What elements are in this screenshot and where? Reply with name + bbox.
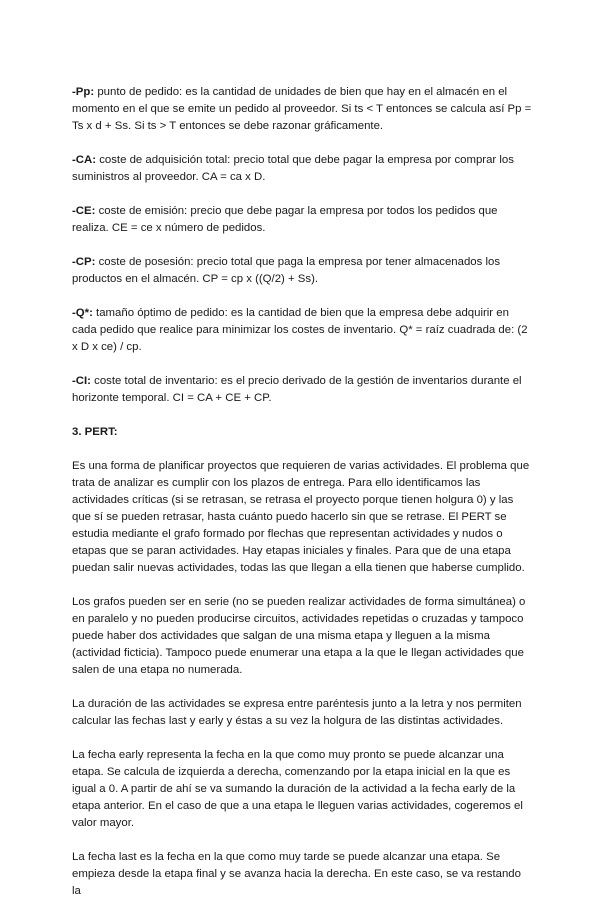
definition-text: tamaño óptimo de pedido: es la cantidad de bien que la empresa debe adquirir en cada pedido que realice para minimizar los costes de inventario. Q* = raíz cuadrada de: (2 x D x ce) / cp. [72,307,528,353]
definition-ci [72,373,532,407]
definition-ce [72,203,532,237]
definition-text: coste de adquisición total: precio total que debe pagar la empresa por comprar los suministros al proveedor. CA = ca x D. [72,154,514,183]
paragraph: Es una forma de planificar proyectos que requieren de varias actividades. El problema que trata de analizar es cumplir con los plazos de entrega. Para ello identificamos las actividades críticas (si se retrasan, se retrasa el proyecto porque tienen holgura 0) y las que sí se pueden retrasar, hasta cuánto puedo hacerlo sin que se retrase. El PERT se estudia mediante el grafo formado por flechas que representan actividades y nudos o etapas que se paran actividades. Hay etapas iniciales y finales. Para que de una etapa puedan salir nuevas actividades, todas las que llegan a ella tienen que haberse cumplido. [72,460,530,574]
definition-text: coste de emisión: precio que debe pagar la empresa por todos los pedidos que realiza. CE = ce x número de pedidos. [72,205,498,234]
text-column [72,84,532,917]
definition-term: -CA: [72,154,97,166]
paragraph: La duración de las actividades se expresa entre paréntesis junto a la letra y nos permiten calcular las fechas last y early y éstas a su vez la holgura de las distintas actividades. [72,698,522,727]
definition-text: punto de pedido: es la cantidad de unidades de bien que hay en el almacén en el momento en el que se emite un pedido al proveedor. Si ts < T entonces se calcula así Pp = Ts x d + Ss. Si ts > T entonces se debe razonar gráficamente. [72,86,532,132]
definition-term: -Q*: [72,307,93,319]
definition-term: -CE: [72,205,96,217]
definition-q-star [72,305,532,356]
definition-term: -CI: [72,375,91,387]
definition-cp [72,254,532,288]
definition-text: coste de posesión: precio total que paga la empresa por tener almacenados los productos en el almacén. CP = cp x ((Q/2) + Ss). [72,256,501,285]
definition-pp [72,84,532,135]
paragraph: La fecha early representa la fecha en la que como muy pronto se puede alcanzar una etapa. Se calcula de izquierda a derecha, comenzando por la etapa inicial en la que es igual a 0. A partir de ahí se va sumando la duración de la actividad a la fecha early de la etapa anterior. En el caso de que a una etapa le lleguen varias actividades, cogeremos el valor mayor. [72,749,523,829]
definition-term: -Pp: [72,86,95,98]
paragraph: Los grafos pueden ser en serie (no se pueden realizar actividades de forma simultánea) o en paralelo y no pueden producirse circuitos, actividades repetidas o cruzadas y tampoco puede haber dos actividades que salgan de una misma etapa y lleguen a la misma (actividad ficticia). Tampoco puede enumerar una etapa a la que le llegan actividades que salen de una etapa no numerada. [72,596,526,676]
definition-ca [72,152,532,186]
definition-term: -CP: [72,256,96,268]
section-heading-pert: 3. PERT: [72,426,118,438]
paragraph: La fecha last es la fecha en la que como muy tarde se puede alcanzar una etapa. Se empieza desde la etapa final y se avanza hacia la derecha. En este caso, se va restando la [72,851,521,897]
definition-text: coste total de inventario: es el precio derivado de la gestión de inventarios durante el horizonte temporal. CI = CA + CE + CP. [72,375,522,404]
